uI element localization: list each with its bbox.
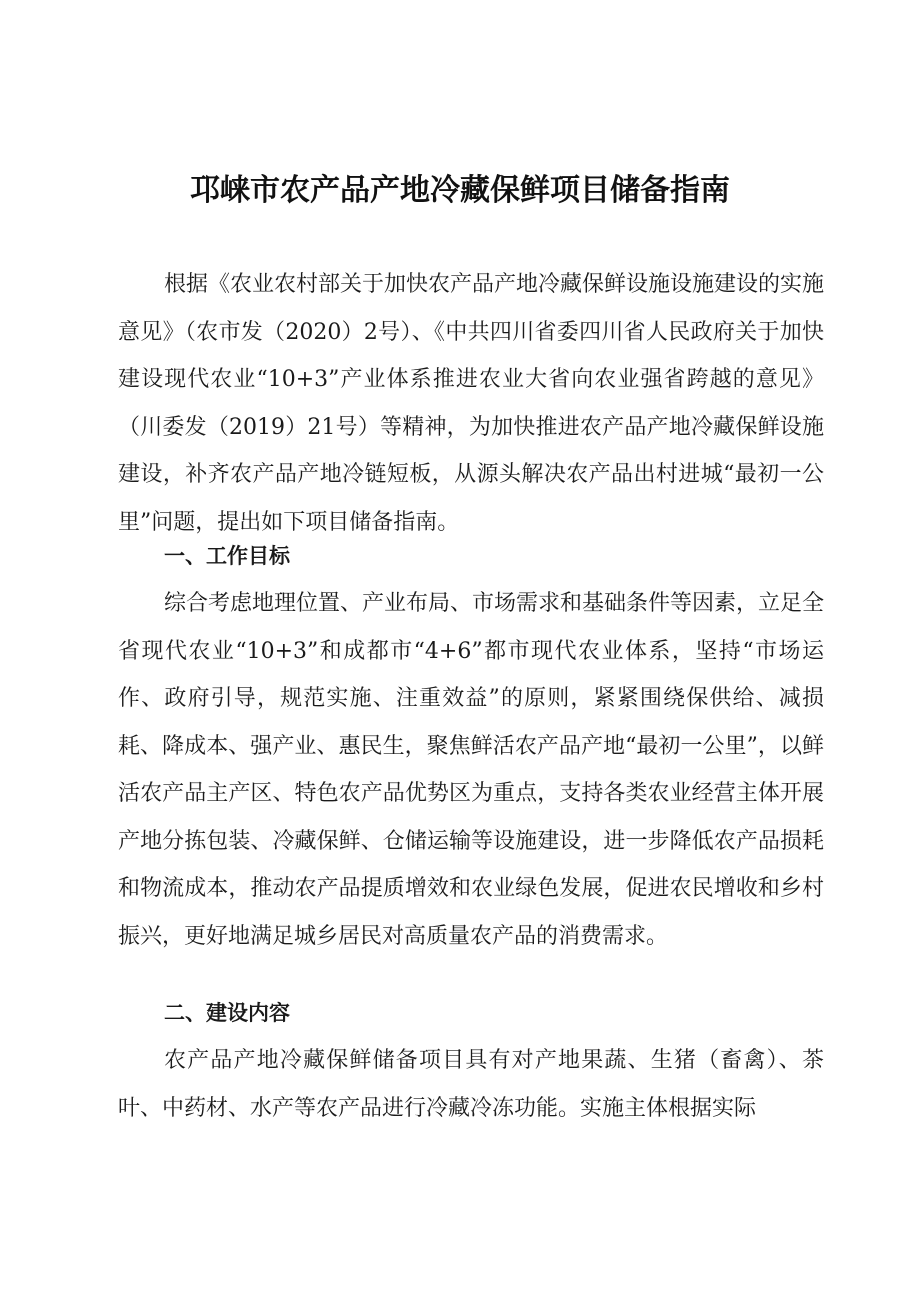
section-paragraph-content: 农产品产地冷藏保鲜储备项目具有对产地果蔬、生猪（畜禽）、茶叶、中药材、水产等农产品进行冷藏冷冻功能。实施主体根据实际 <box>118 1048 824 1121</box>
section-paragraph-goals: 综合考虑地理位置、产业布局、市场需求和基础条件等因素，立足全省现代农业“10+3”和成都市“4+6”都市现代农业体系，坚持“市场运作、政府引导，规范实施、注重效益”的原则，紧紧围绕保供给、减损耗、降成本、强产业、惠民生，聚焦鲜活农产品产地“最初一公里”，以鲜活农产品主产区、特色农产品优势区为重点，支持各类农业经营主体开展产地分拣包装、冷藏保鲜、仓储运输等设施建设，进一步降低农产品损耗和物流成本，推动农产品提质增效和农业绿色发展，促进农民增收和乡村振兴，更好地满足城乡居民对高质量农产品的消费需求。 <box>118 591 825 949</box>
document-title: 邛崃市农产品产地冷藏保鲜项目储备指南 <box>190 173 730 208</box>
intro-paragraph: 根据《农业农村部关于加快农产品产地冷藏保鲜设施设施建设的实施意见》（农市发（2020）2号）、《中共四川省委四川省人民政府关于加快建设现代农业“10+3”产业体系推进农业大省向农业强省跨越的意见》（川委发（2019）21号）等精神，为加快推进农产品产地冷藏保鲜设施建设，补齐农产品产地冷链短板，从源头解决农产品出村进城“最初一公里”问题，提出如下项目储备指南。 <box>118 272 825 535</box>
section-heading-goals: 一、工作目标 <box>164 544 290 568</box>
section-heading-content: 二、建设内容 <box>164 1001 290 1025</box>
